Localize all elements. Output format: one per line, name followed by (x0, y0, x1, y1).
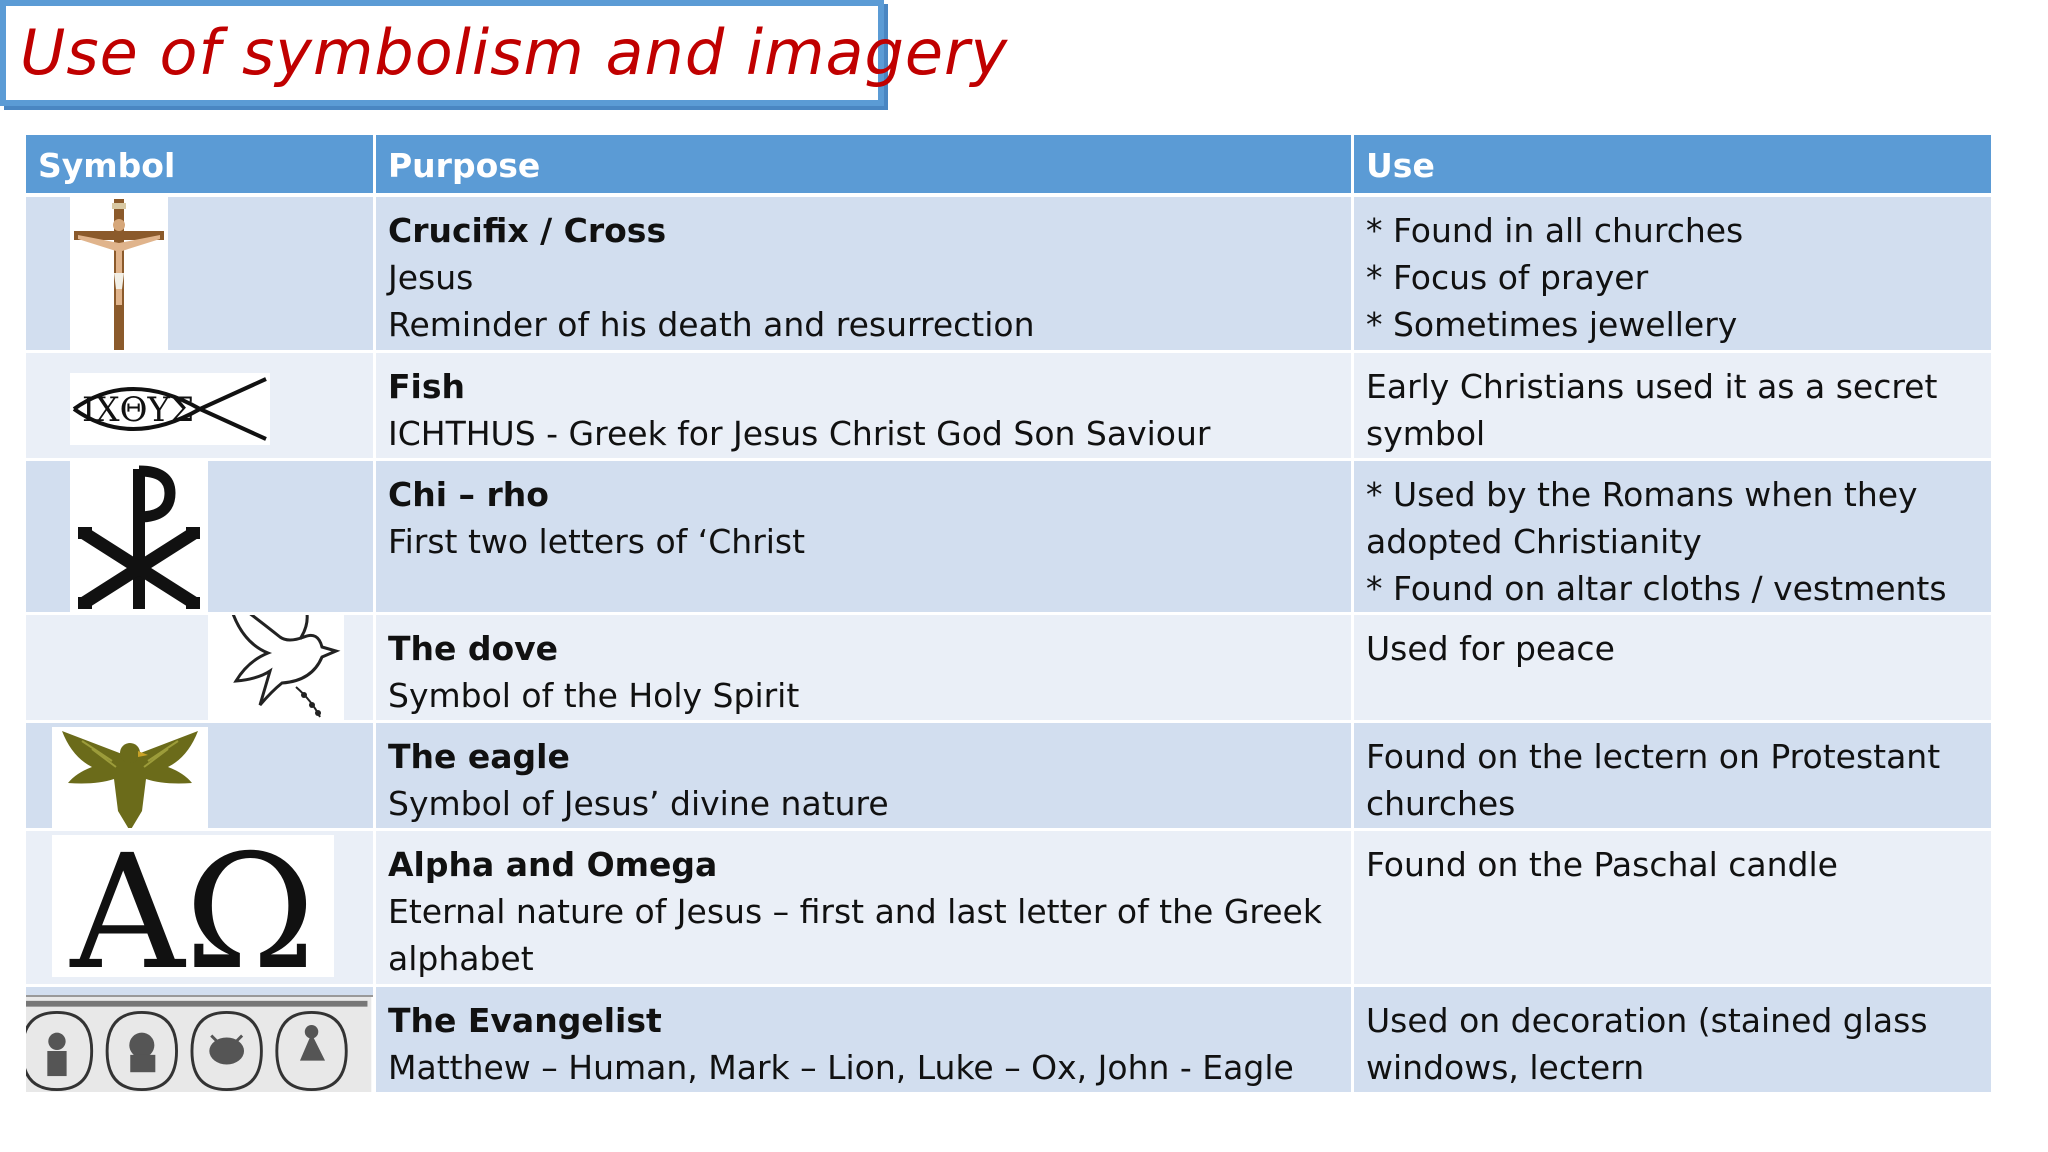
symbolism-table (26, 135, 1994, 1095)
symbol-cell (26, 723, 376, 831)
purpose-line: First two letters of ‘Christ (388, 522, 806, 561)
symbol-cell (26, 197, 376, 353)
purpose-cell (376, 987, 1354, 1095)
use-line: * Sometimes jewellery (1366, 305, 1738, 344)
page-title: Use of symbolism and imagery (20, 16, 1009, 89)
use-line: * Focus of prayer (1366, 258, 1649, 297)
use-line: Found on the Paschal candle (1366, 845, 1838, 884)
use-cell (1354, 831, 1994, 987)
header-use: Use (1354, 135, 1994, 197)
purpose-cell (376, 353, 1354, 461)
table-row (26, 831, 1994, 987)
use-cell (1354, 987, 1994, 1095)
use-cell (1354, 353, 1994, 461)
purpose-line: Reminder of his death and resurrection (388, 305, 1035, 344)
use-line: * Found on altar cloths / vestments (1366, 569, 1947, 608)
chi-rho-icon (70, 461, 208, 613)
purpose-line: ICHTHUS - Greek for Jesus Christ God Son Saviour (388, 414, 1211, 453)
table-header-row (26, 135, 1994, 197)
purpose-line: Symbol of Jesus’ divine nature (388, 784, 889, 823)
use-line: Found on the lectern on Protestant churches (1366, 737, 1941, 823)
table-row (26, 353, 1994, 461)
use-line: Used on decoration (stained glass windows, lectern (1366, 1001, 1928, 1087)
use-line: * Found in all churches (1366, 211, 1744, 250)
title-box (0, 0, 1009, 106)
table-row (26, 987, 1994, 1095)
use-line: * Used by the Romans when they adopted Christianity (1366, 475, 1918, 561)
symbol-name: The Evangelist (388, 1001, 662, 1040)
symbol-name: Crucifix / Cross (388, 211, 667, 250)
header-purpose: Purpose (376, 135, 1354, 197)
table-row (26, 197, 1994, 353)
symbol-name: Chi – rho (388, 475, 549, 514)
use-cell (1354, 615, 1994, 723)
purpose-line: Symbol of the Holy Spirit (388, 676, 800, 715)
table-row (26, 615, 1994, 723)
symbol-name: Alpha and Omega (388, 845, 718, 884)
purpose-cell (376, 197, 1354, 353)
table-row (26, 723, 1994, 831)
use-line: Used for peace (1366, 629, 1615, 668)
ichthys-text: ΙΧΘΥΣ (82, 390, 194, 430)
purpose-cell (376, 723, 1354, 831)
symbol-cell (26, 353, 376, 461)
use-cell (1354, 197, 1994, 353)
eagle-icon (52, 727, 208, 831)
purpose-cell (376, 615, 1354, 723)
symbol-cell (26, 987, 376, 1095)
ichthys-fish-icon (70, 373, 270, 445)
use-line: Early Christians used it as a secret symbol (1366, 367, 1938, 453)
symbol-name: Fish (388, 367, 465, 406)
dove-icon (208, 615, 344, 723)
symbol-cell (26, 461, 376, 615)
symbol-name: The eagle (388, 737, 570, 776)
symbol-cell (26, 615, 376, 723)
crucifix-icon (70, 197, 168, 353)
purpose-cell (376, 461, 1354, 615)
symbol-name: The dove (388, 629, 559, 668)
use-cell (1354, 461, 1994, 615)
purpose-line: Jesus (388, 258, 474, 297)
evangelist-panel-icon (26, 995, 376, 1095)
use-cell (1354, 723, 1994, 831)
alpha-omega-text: ΑΩ (70, 835, 316, 977)
header-symbol: Symbol (26, 135, 376, 197)
table-row (26, 461, 1994, 615)
purpose-line: Eternal nature of Jesus – first and last letter of the Greek alphabet (388, 892, 1322, 978)
purpose-line: Matthew – Human, Mark – Lion, Luke – Ox, John - Eagle (388, 1048, 1294, 1087)
purpose-cell (376, 831, 1354, 987)
alpha-omega-icon (52, 835, 334, 977)
symbol-cell (26, 831, 376, 987)
